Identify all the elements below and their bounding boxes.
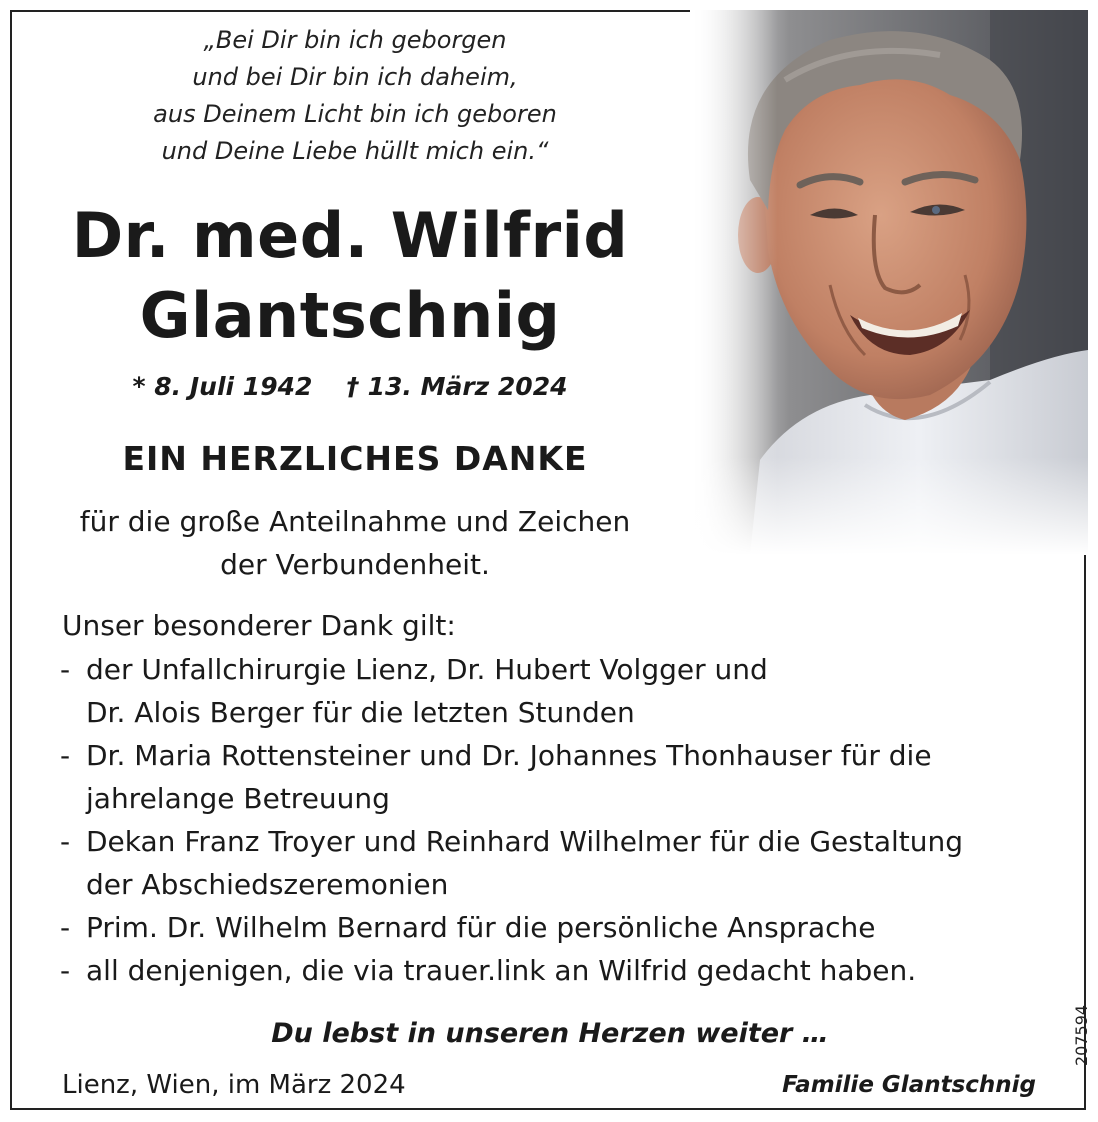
death-date: † 13. März 2024	[346, 372, 568, 401]
list-item	[60, 648, 1050, 734]
list-item-line: Dekan Franz Troyer und Reinhard Wilhelmer für die Gestaltung	[86, 825, 963, 858]
list-item	[60, 906, 1050, 949]
list-item	[60, 734, 1050, 820]
list-item-line: Dr. Maria Rottensteiner und Dr. Johannes Thonhauser für die	[86, 739, 932, 772]
list-item-line: der Abschiedszeremonien	[86, 868, 449, 901]
quote-line: aus Deinem Licht bin ich geboren	[153, 100, 557, 128]
ad-reference-number: 207594	[1072, 1004, 1091, 1066]
bullet-dash: -	[60, 653, 71, 686]
bullet-dash: -	[60, 739, 71, 772]
thanks-heading: EIN HERZLICHES DANKE	[122, 439, 588, 478]
list-item-line: jahrelange Betreuung	[86, 782, 390, 815]
quote-line: und bei Dir bin ich daheim,	[192, 63, 518, 91]
list-item-line: der Unfallchirurgie Lienz, Dr. Hubert Volgger und	[86, 653, 768, 686]
list-item-line: Prim. Dr. Wilhelm Bernard für die persönliche Ansprache	[86, 911, 876, 944]
quote-line: und Deine Liebe hüllt mich ein.“	[161, 137, 549, 165]
list-item	[60, 949, 1050, 992]
name-line-1: Dr. med. Wilfrid	[71, 199, 629, 272]
portrait-photo	[690, 10, 1088, 555]
birth-date: * 8. Juli 1942	[132, 372, 313, 401]
thanks-text-line-2: der Verbundenheit.	[220, 548, 490, 581]
list-item	[60, 820, 1050, 906]
bullet-dash: -	[60, 954, 71, 987]
special-thanks-intro: Unser besonderer Dank gilt:	[62, 609, 456, 642]
place-and-date: Lienz, Wien, im März 2024	[62, 1070, 406, 1100]
special-thanks-list	[60, 648, 1050, 992]
list-item-line: all denjenigen, die via trauer.link an Wilfrid gedacht haben.	[86, 954, 917, 987]
poem-quote	[120, 22, 590, 170]
deceased-name	[40, 196, 660, 356]
family-signature: Familie Glantschnig	[782, 1072, 1036, 1098]
life-dates	[120, 370, 580, 404]
quote-line: „Bei Dir bin ich geborgen	[203, 26, 507, 54]
bullet-dash: -	[60, 911, 71, 944]
bullet-dash: -	[60, 825, 71, 858]
name-line-2: Glantschnig	[139, 279, 561, 352]
list-item-line: Dr. Alois Berger für die letzten Stunden	[86, 696, 635, 729]
closing-motto: Du lebst in unseren Herzen weiter …	[271, 1018, 829, 1049]
thanks-text-line-1: für die große Anteilnahme und Zeichen	[79, 505, 631, 538]
